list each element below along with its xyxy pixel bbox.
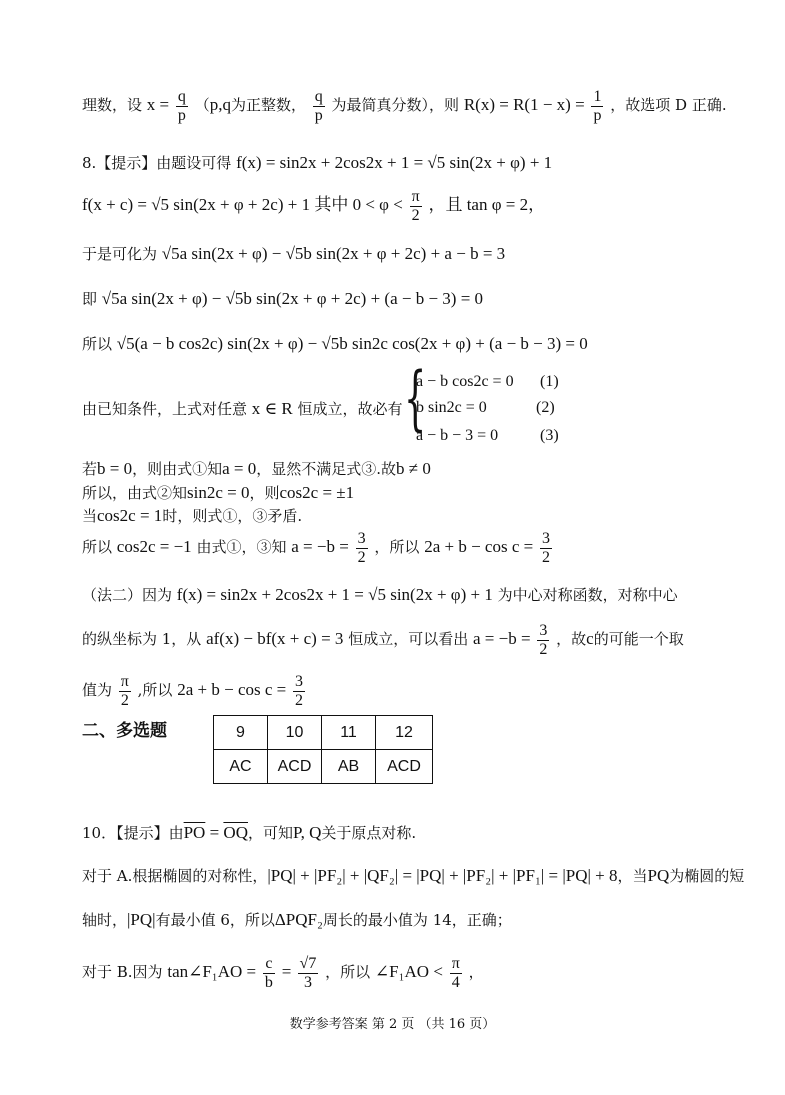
text: 恒成立，可以看出 (348, 630, 469, 649)
fraction (313, 88, 325, 124)
fraction (410, 188, 422, 224)
text: 所以 (82, 538, 113, 557)
math: cos2c = ±1 (279, 483, 355, 502)
denominator: b (264, 973, 273, 991)
text: ，当 (617, 867, 648, 885)
equation-3-tag: (3) (540, 427, 559, 444)
math: PQ (647, 866, 670, 885)
denominator: p (177, 106, 186, 124)
table-header-cell: 11 (322, 716, 376, 750)
denominator: 2 (357, 548, 366, 566)
text: 恒成立，故必有 (297, 400, 403, 418)
vector-oq: $\overline{OQ}$ (223, 823, 248, 842)
math: √5(a − b cos2c) sin(2x + φ) − √5b sin2c cos(2x + φ) + (a − b − 3) = 0 (116, 334, 588, 353)
numerator: q (177, 88, 186, 105)
text-line-18 (82, 955, 484, 991)
text: 的可能一个取 (593, 630, 684, 649)
page-footer: 数学参考答案 第 2 页 （共 16 页） (289, 1017, 496, 1032)
text: 值为 (82, 681, 113, 700)
fraction (356, 530, 368, 566)
fraction (537, 622, 549, 658)
table-cell: AC (214, 750, 268, 784)
text-line-3 (82, 188, 545, 224)
math: = (281, 962, 296, 982)
text: 10．【提示】由 (82, 824, 184, 842)
numerator: c (263, 955, 275, 974)
text: 若 (82, 460, 98, 478)
fraction (591, 88, 603, 124)
math: a = −b = (473, 629, 531, 649)
equation-1-tag: (1) (540, 373, 559, 390)
text: 对于 B.因为 (82, 963, 163, 982)
math: b ≠ 0 (396, 459, 431, 478)
text-line-15 (82, 823, 416, 843)
text: 时，则式①，③矛盾. (162, 507, 303, 525)
text-line-10 (82, 506, 302, 526)
text: ，可知 (247, 824, 293, 842)
table-cell: AB (322, 750, 376, 784)
text: 即 (82, 290, 98, 308)
math: tan∠F₁AO = (167, 962, 257, 982)
table-header-cell: 9 (214, 716, 268, 750)
text: 为最简真分数），则 (331, 96, 460, 115)
fraction (263, 955, 275, 991)
equation-1: a − b cos2c = 0 (416, 373, 514, 390)
math: af(x) − bf(x + c) = 3 (206, 629, 344, 649)
denominator: 2 (541, 548, 550, 566)
text-line-9 (82, 483, 354, 503)
text: 由式①，③知 (196, 538, 287, 557)
table-header-cell: 10 (268, 716, 322, 750)
table-header-cell: 12 (376, 716, 433, 750)
text: 轴时， (82, 911, 128, 929)
fraction (119, 673, 131, 709)
text: 8.【提示】由题设可得 (82, 154, 232, 172)
numerator: √7 (299, 955, 317, 972)
math: a = 0 (222, 459, 257, 478)
math: cos2c = −1 (116, 537, 192, 557)
text: 由已知条件，上式对任意 (82, 400, 248, 418)
math: p,q (209, 95, 231, 115)
text: ，显然不满足式③.故 (256, 460, 397, 478)
math: ΔPQF₂ (274, 910, 323, 929)
denominator: p (593, 106, 602, 124)
table-row (214, 750, 433, 784)
numerator: 1 (593, 88, 602, 105)
text: 当 (82, 507, 98, 525)
text-line-1 (82, 88, 727, 124)
numerator: 3 (541, 530, 550, 547)
table-cell: ACD (376, 750, 433, 784)
numerator: 3 (357, 530, 366, 547)
text: ，故 (556, 630, 587, 649)
text: 理数，设 (82, 96, 143, 115)
equation-2: b sin2c = 0 (416, 399, 487, 416)
left-brace: { (404, 357, 427, 439)
numerator: q (314, 88, 323, 105)
math: a = −b = (291, 537, 349, 557)
denominator: 2 (539, 640, 548, 658)
text: ，故选项 D 正确. (610, 96, 727, 115)
numerator: 3 (295, 673, 304, 690)
numerator: 3 (539, 622, 548, 639)
denominator: 3 (303, 973, 312, 991)
math: sin2c = 0 (187, 483, 250, 502)
math: f(x + c) = √5 sin(2x + φ + 2c) + 1 其中 0 < φ < (82, 195, 403, 215)
text-line-14 (82, 673, 307, 709)
text-line-7 (82, 399, 403, 419)
math: 2a + b − cos c = (177, 680, 287, 700)
text: ，则由式①知 (132, 460, 223, 478)
text: ，所以 (325, 963, 371, 982)
equation-3: a − b − 3 = 0 (416, 427, 499, 444)
text: ，则 (249, 484, 280, 502)
text-line-4 (82, 244, 505, 264)
text: 于是可化为 (82, 245, 158, 263)
denominator: 4 (451, 973, 460, 991)
numerator: π (411, 188, 420, 205)
math: x ∈ R (251, 399, 293, 418)
section-title: 二、多选题 (82, 721, 167, 740)
math: √5a sin(2x + φ) − √5b sin(2x + φ + 2c) + a − b = 3 (161, 244, 506, 263)
text-line-17 (82, 910, 512, 930)
equals: = (205, 823, 224, 842)
fraction (298, 955, 319, 991)
text: 的纵坐标为 1，从 (82, 630, 202, 649)
answer-table (213, 715, 433, 784)
fraction (450, 955, 462, 991)
numerator: π (451, 955, 460, 972)
text-line-13 (82, 622, 684, 658)
text-line-12 (82, 585, 678, 605)
equation-system (404, 357, 594, 453)
denominator: 2 (411, 206, 420, 224)
text-line-2 (82, 153, 552, 173)
text: 所以 (82, 335, 113, 353)
numerator: π (120, 673, 129, 690)
text: ,所以 (137, 681, 173, 700)
text-line-8 (82, 459, 431, 479)
fraction (540, 530, 552, 566)
text: ，所以 (374, 538, 420, 557)
math: P, Q (293, 823, 322, 842)
equation-2-tag: (2) (536, 399, 555, 416)
math: x = (146, 95, 170, 115)
denominator: 2 (295, 691, 304, 709)
text: 关于原点对称. (321, 824, 417, 842)
text-line-5 (82, 289, 483, 309)
math: f(x) = sin2x + 2cos2x + 1 = √5 sin(2x + φ) + 1 (236, 153, 553, 172)
table-header-row (214, 716, 433, 750)
vector-po: $\overline{PO}$ (183, 823, 206, 842)
text-line-6 (82, 334, 588, 354)
text-line-16 (82, 866, 744, 886)
text: 周长的最小值为 14，正确； (322, 911, 512, 929)
text: 有最小值 6，所以 (155, 911, 275, 929)
math: |PQ| + |PF₂| + |QF₂| = |PQ| + |PF₂| + |PF₁| = |PQ| + 8 (267, 866, 618, 885)
table-cell: ACD (268, 750, 322, 784)
text: （法二）因为 (82, 586, 173, 604)
text: 为椭圆的短 (669, 867, 745, 885)
denominator: 2 (120, 691, 129, 709)
vector-expression (184, 823, 248, 842)
math: √5a sin(2x + φ) − √5b sin(2x + φ + 2c) + (a − b − 3) = 0 (101, 289, 484, 308)
math: b = 0 (97, 459, 133, 478)
math: |PQ| (127, 910, 156, 929)
fraction (293, 673, 305, 709)
text: 为正整数， (230, 96, 306, 115)
math: 2a + b − cos c = (424, 537, 534, 557)
text-line-11 (82, 530, 554, 566)
text: 所以，由式②知 (82, 484, 188, 502)
text: （ (194, 96, 210, 115)
math: R(x) = R(1 − x) = (463, 95, 585, 115)
math: cos2c = 1 (97, 506, 163, 525)
fraction (176, 88, 188, 124)
text: ， (468, 963, 484, 982)
text: 为中心对称函数，对称中心 (497, 586, 678, 604)
math: c (586, 629, 594, 649)
math: ，且 tan φ = 2， (428, 195, 546, 215)
text: 对于 A.根据椭圆的对称性， (82, 867, 268, 885)
math: ∠F₁AO < (374, 962, 443, 982)
denominator: p (314, 106, 323, 124)
math: f(x) = sin2x + 2cos2x + 1 = √5 sin(2x + φ) + 1 (176, 585, 493, 604)
